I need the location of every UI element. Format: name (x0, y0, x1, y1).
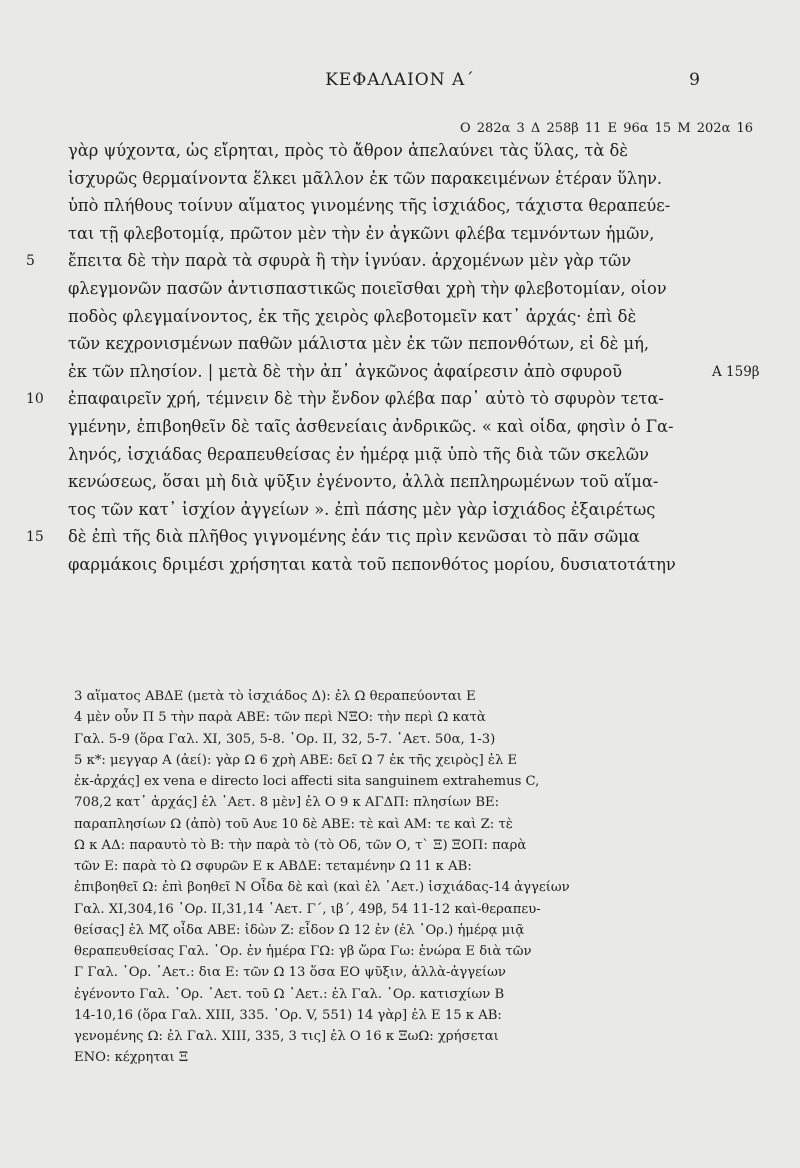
apparatus-line: θείσας] ἐλ Μζ οἶδα ΑΒΕ: ἰδὼν Ζ: εἶδον Ω 12 ἐν (ἐλ ᾿Ορ.) ἡμέρᾳ μιᾷ (74, 922, 525, 938)
apparatus-line: ἐκ-ἀρχάς] ex vena e directo loci affecti sita sanguinem extrahemus C, (74, 774, 540, 789)
text-line (0, 222, 800, 250)
apparatus-line: 14-10,16 (ὅρα Γαλ. XIII, 335. ᾿Ορ. V, 551) 14 γὰρ] ἐλ Ε 15 κ ΑΒ: (74, 1007, 502, 1023)
page-number: 9 (689, 70, 700, 90)
apparatus-line: Γαλ. XI,304,16 ᾿Ορ. II,31,14 ᾿Αετ. Γ΄, ιβ΄, 49β, 54 11-12 καὶ-θεραπευ- (74, 901, 541, 917)
apparatus-line: Γ Γαλ. ᾿Ορ. ᾿Αετ.: δια Ε: τῶν Ω 13 ὅσα ΕΟ ψῦξιν, ἀλλὰ-ἀγγείων (74, 965, 506, 981)
text-line (0, 387, 800, 415)
line-text: γὰρ ψύχοντα, ὡς εἴρηται, πρὸς τὸ ἄθρον ἀπελαύνει τὰς ὕλας, τὰ δὲ (68, 141, 629, 160)
text-line (0, 139, 800, 167)
running-title: ΚΕΦΑΛΑΙΟΝ Α΄ (325, 70, 475, 90)
apparatus-line: γενομένης Ω: ἐλ Γαλ. XIII, 335, 3 τις] ἐλ Ο 16 κ ΞωΩ: χρήσεται (74, 1029, 499, 1044)
line-text: τος τῶν κατ᾽ ἰσχίον ἀγγείων ». ἐπὶ πάσης μὲν γὰρ ἰσχιάδος ἐξαιρέτως (68, 499, 656, 519)
apparatus-line: ΕΝΟ: κέχρηται Ξ (74, 1050, 189, 1066)
apparatus-line: ἐγένοντο Γαλ. ᾿Ορ. ᾿Αετ. τοῦ Ω ᾿Αετ.: ἐλ Γαλ. ᾿Ορ. κατισχίων Β (74, 986, 505, 1002)
text-line (0, 525, 800, 553)
critical-apparatus (0, 686, 800, 1069)
apparatus-line: 5 κ*: μεγγαρ Α (ἀεί): γὰρ Ω 6 χρὴ ΑΒΕ: δεῖ Ω 7 ἐκ τῆς χειρὸς] ἐλ Ε (74, 752, 518, 768)
apparatus-line: 3 αἵματος ΑΒΔΕ (μετὰ τὸ ἰσχιάδος Δ): ἐλ Ω θεραπεύονται Ε (74, 689, 476, 704)
apparatus-line: 708,2 κατ᾽ ἀρχάς] ἐλ ᾿Αετ. 8 μὲν] ἐλ Ο 9 κ ΑΓΔΠ: πλησίων ΒΕ: (74, 795, 500, 811)
line-text: ἔπειτα δὲ τὴν παρὰ τὰ σφυρὰ ἢ τὴν ἰγνύαν. ἀρχομένων μὲν γὰρ τῶν (68, 251, 632, 271)
text-line (0, 470, 800, 498)
line-number: 10 (26, 391, 44, 408)
line-text: φαρμάκοις δριμέσι χρήσηται κατὰ τοῦ πεπονθότος μορίου, δυσιατοτάτην (68, 554, 676, 574)
text-line (0, 305, 800, 333)
line-text: γμένην, ἐπιβοηθεῖν δὲ ταῖς ἀσθενείαις ἀνδρικῶς. « καὶ οἶδα, φησὶν ὁ Γα- (68, 416, 674, 436)
text-line (0, 249, 800, 277)
apparatus-line: τῶν Ε: παρὰ τὸ Ω σφυρῶν Ε κ ΑΒΔΕ: τεταμένην Ω 11 κ ΑΒ: (74, 859, 472, 874)
text-line (0, 360, 800, 388)
text-line (0, 167, 800, 195)
margin-reference: A 159β (712, 363, 760, 380)
line-text: ἐκ τῶν πλησίον. | μετὰ δὲ τὴν ἀπ᾽ ἀγκῶνος ἀφαίρεσιν ἀπὸ σφυροῦ (68, 361, 623, 381)
apparatus-line: 4 μὲν οὖν Π 5 τὴν παρὰ ΑΒΕ: τῶν περὶ ΝΞΟ: τὴν περὶ Ω κατὰ (74, 710, 486, 726)
line-text: ἐπαφαιρεῖν χρή, τέμνειν δὲ τὴν ἔνδον φλέβα παρ᾽ αὐτὸ τὸ σφυρὸν τετα- (68, 389, 664, 409)
text-line (0, 553, 800, 581)
text-line (0, 332, 800, 360)
line-text: ὑπὸ πλήθους τοίνυν αἵματος γινομένης τῆς ἰσχιάδος, τάχιστα θεραπεύε- (68, 196, 671, 216)
text-line (0, 277, 800, 305)
manuscript-sigla-line: Ο 282α 3 Δ 258β 11 Ε 96α 15 Μ 202α 16 (460, 121, 754, 136)
main-greek-text (0, 139, 800, 581)
line-number: 15 (26, 529, 44, 546)
page-header (0, 70, 800, 96)
line-text: δὲ ἐπὶ τῆς διὰ πλῆθος γιγνομένης ἐάν τις πρὶν κενῶσαι τὸ πᾶν σῶμα (68, 527, 640, 547)
text-line (0, 498, 800, 526)
apparatus-line: Γαλ. 5-9 (ὅρα Γαλ. XI, 305, 5-8. ᾿Ορ. II, 32, 5-7. ᾿Αετ. 50α, 1-3) (74, 731, 496, 747)
line-text: ληνός, ἰσχιάδας θεραπευθείσας ἐν ἡμέρᾳ μιᾷ ὑπὸ τῆς διὰ τῶν σκελῶν (68, 444, 649, 464)
line-text: ποδὸς φλεγμαίνοντος, ἐκ τῆς χειρὸς φλεβοτομεῖν κατ᾽ ἀρχάς· ἐπὶ δὲ (68, 306, 637, 326)
line-text: κενώσεως, ὅσαι μὴ διὰ ψῦξιν ἐγένοντο, ἀλλὰ πεπληρωμένων τοῦ αἵμα- (68, 472, 659, 492)
line-number: 5 (26, 253, 35, 270)
line-text: ται τῇ φλεβοτομίᾳ, πρῶτον μὲν τὴν ἐν ἀγκῶνι φλέβα τεμνόντων ἡμῶν, (68, 223, 655, 243)
text-line (0, 194, 800, 222)
text-line (0, 415, 800, 443)
apparatus-line: παραπλησίων Ω (ἀπὸ) τοῦ Αυε 10 δὲ ΑΒΕ: τὲ καὶ ΑΜ: τε καὶ Ζ: τὲ (74, 816, 513, 832)
apparatus-line: θεραπευθείσας Γαλ. ᾿Ορ. ἐν ἡμέρα ΓΩ: γβ ὥρα Γω: ἐνώρα Ε διὰ τῶν (74, 944, 532, 959)
line-text: ἰσχυρῶς θερμαίνοντα ἕλκει μᾶλλον ἐκ τῶν παρακειμένων ἑτέραν ὕλην. (68, 168, 663, 188)
text-line (0, 443, 800, 471)
apparatus-line: ἐπιβοηθεῖ Ω: ἐπὶ βοηθεῖ Ν Οἶδα δὲ καὶ (καὶ ἐλ ᾿Αετ.) ἰσχιάδας-14 ἀγγείων (74, 880, 570, 896)
line-text: τῶν κεχρονισμένων παθῶν μάλιστα μὲν ἐκ τῶν πεπονθότων, εἰ δὲ μή, (68, 334, 650, 354)
apparatus-line: Ω κ ΑΔ: παραυτὸ τὸ Β: τὴν παρὰ τὸ (τὸ Οδ, τῶν Ο, τ` Ξ) ΞΟΠ: παρὰ (74, 837, 527, 853)
line-text: φλεγμονῶν πασῶν ἀντισπαστικῶς ποιεῖσθαι χρὴ τὴν φλεβοτομίαν, οἷον (68, 278, 667, 298)
